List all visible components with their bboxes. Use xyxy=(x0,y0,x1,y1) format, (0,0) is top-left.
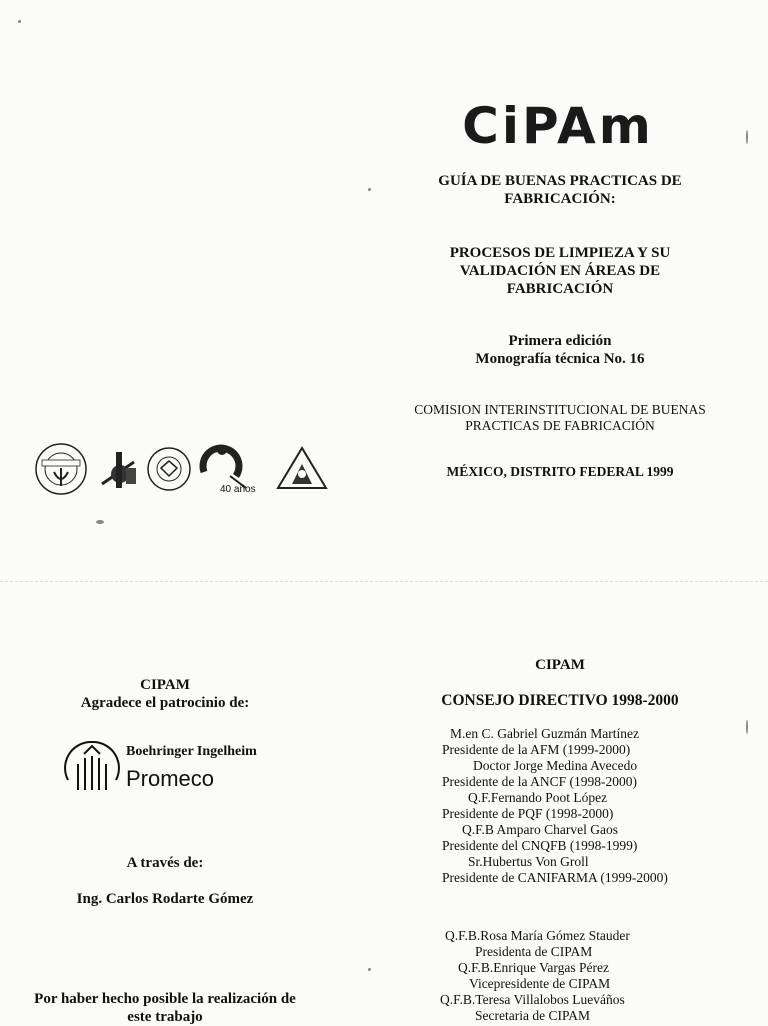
board-org: CIPAM xyxy=(535,657,585,673)
board-title: CONSEJO DIRECTIVO 1998-2000 xyxy=(441,692,679,709)
list-item: Doctor Jorge Medina Avecedo xyxy=(473,758,638,773)
list-item: Q.F.B Amparo Charvel Gaos xyxy=(462,822,619,837)
list-item: Presidenta de CIPAM xyxy=(475,944,593,959)
scan-speck xyxy=(96,520,104,524)
list-item: Q.F.Fernando Poot López xyxy=(468,790,608,805)
board-officers xyxy=(400,928,720,1024)
place-year: MÉXICO, DISTRITO FEDERAL 1999 xyxy=(446,464,674,479)
guide-subtitle: PROCESOS DE LIMPIEZA Y SU VALIDACIÓN EN ÁREAS DE FABRICACIÓN xyxy=(449,245,671,297)
list-item: Presidente de la AFM (1999-2000) xyxy=(442,742,631,757)
scan-speck xyxy=(746,130,748,144)
edition-info: Primera edición Monografía técnica No. 16 xyxy=(475,333,645,367)
scan-speck xyxy=(368,188,371,191)
via-label: A través de: xyxy=(126,855,204,871)
canifarma-label: 40 años xyxy=(220,484,256,495)
pqf-logo-icon xyxy=(274,444,330,494)
list-item: Q.F.B.Teresa Villalobos Lueváños xyxy=(440,992,625,1007)
commission-name: COMISION INTERINSTITUCIONAL DE BUENAS PRACTICAS DE FABRICACIÓN xyxy=(414,402,706,433)
scan-speck xyxy=(18,20,21,23)
list-item: Vicepresidente de CIPAM xyxy=(469,976,611,991)
list-item: Presidente del CNQFB (1998-1999) xyxy=(442,838,638,853)
list-item: Secretaria de CIPAM xyxy=(475,1008,590,1023)
list-item: Presidente de la ANCF (1998-2000) xyxy=(442,774,637,789)
guide-title: GUÍA DE BUENAS PRACTICAS DE FABRICACIÓN: xyxy=(438,173,682,207)
afm-logo-icon xyxy=(98,448,140,492)
board-members xyxy=(400,726,720,886)
cipam-logo: CiPAm xyxy=(462,97,654,155)
list-item: Presidente de PQF (1998-2000) xyxy=(442,806,614,821)
list-item: M.en C. Gabriel Guzmán Martínez xyxy=(450,726,639,741)
list-item: Q.F.B.Rosa María Gómez Stauder xyxy=(445,928,630,943)
sponsor-heading: CIPAM Agradece el patrocinio de: xyxy=(80,677,250,711)
company-name: Boehringer Ingelheim xyxy=(126,744,257,759)
boehringer-logo-icon xyxy=(64,740,120,794)
company-brand: Promeco xyxy=(126,766,215,791)
closing-text: Por haber hecho posible la realización de este trabajo xyxy=(34,991,296,1025)
scan-speck xyxy=(368,968,371,971)
fold-separator xyxy=(0,581,768,583)
sponsor-person: Ing. Carlos Rodarte Gómez xyxy=(76,891,254,907)
list-item: Sr.Hubertus Von Groll xyxy=(468,854,589,869)
association-logos xyxy=(34,440,334,500)
list-item: Q.F.B.Enrique Vargas Pérez xyxy=(458,960,610,975)
scan-speck xyxy=(746,720,748,734)
list-item: Presidente de CANIFARMA (1999-2000) xyxy=(442,870,668,885)
ancf-seal-icon xyxy=(146,446,192,492)
academy-seal-icon xyxy=(34,442,88,496)
